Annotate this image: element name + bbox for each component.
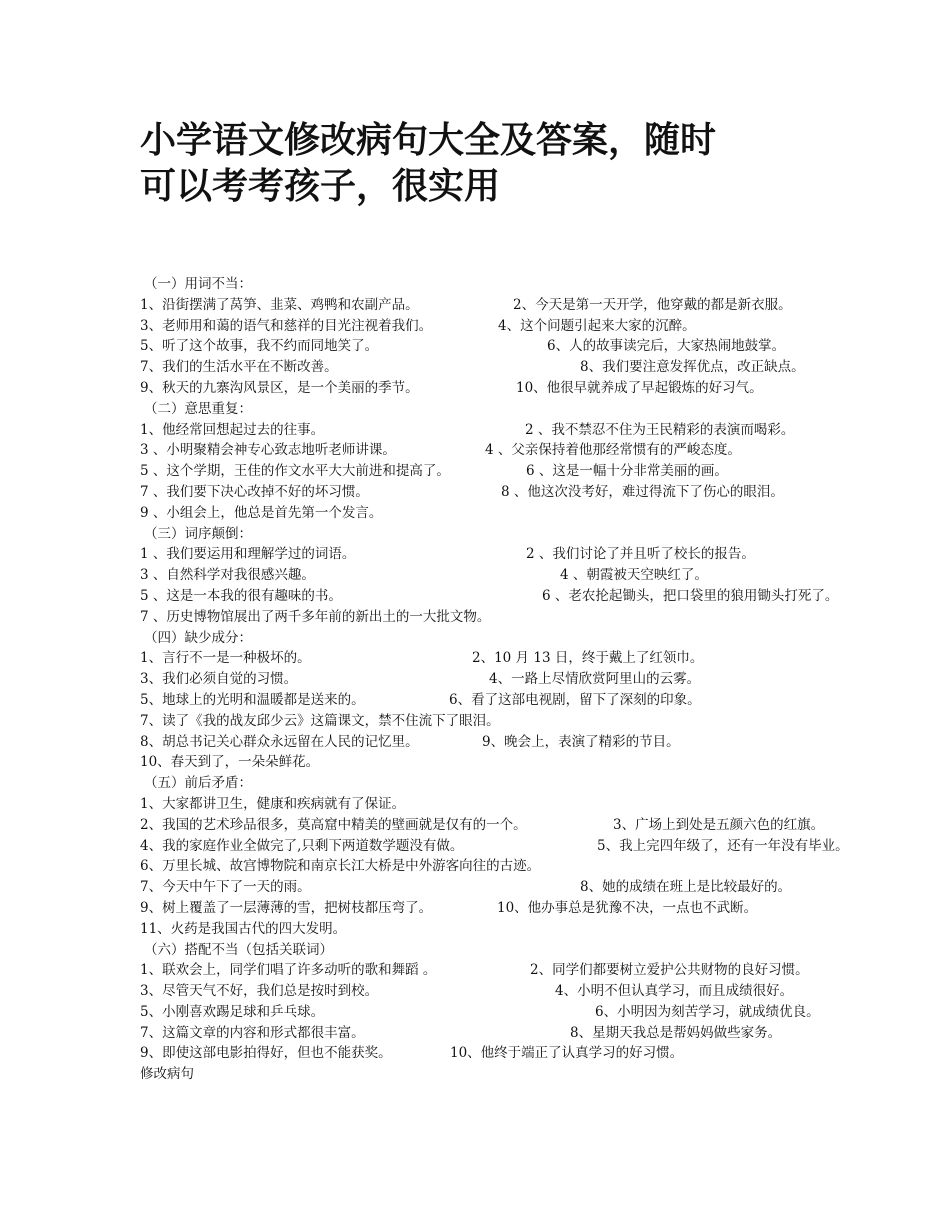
exercise-item: 3、我们必须自觉的习惯。 xyxy=(140,671,298,688)
exercise-item: 10、他很早就养成了早起锻炼的好习气。 xyxy=(516,379,763,396)
text-line xyxy=(140,355,940,376)
exercise-item: 5、地球上的光明和温暖都是送来的。 xyxy=(140,691,365,708)
exercise-item: 1 、我们要运用和理解学过的词语。 xyxy=(140,546,356,563)
exercise-item: 2 、我不禁忍不住为王民精彩的表演而喝彩。 xyxy=(525,421,795,438)
exercise-item: 8、星期天我总是帮妈妈做些家务。 xyxy=(570,1024,782,1041)
exercise-item: 7、我们的生活水平在不断改善。 xyxy=(140,359,338,376)
text-line xyxy=(140,563,940,584)
exercise-item: 1、大家都讲卫生，健康和疾病就有了保证。 xyxy=(140,795,406,812)
section-heading: （一）用词不当： xyxy=(144,276,252,292)
exercise-item: 4、这个问题引起来大家的沉醉。 xyxy=(498,317,696,334)
text-line xyxy=(140,771,940,792)
exercise-item: 4、一路上尽情欣赏阿里山的云雾。 xyxy=(489,671,701,688)
text-line xyxy=(140,376,940,397)
exercise-item: 8、胡总书记关心群众永远留在人民的记忆里。 xyxy=(140,733,419,750)
text-line xyxy=(140,480,940,501)
exercise-item: 4 、父亲保持着他那经常惯有的严峻态度。 xyxy=(485,442,741,459)
exercise-item: 1、沿街摆满了莴笋、韭菜、鸡鸭和农副产品。 xyxy=(140,296,419,313)
exercise-item: 1、他经常回想起过去的往事。 xyxy=(140,421,325,438)
exercise-item: 5、我上完四年级了，还有一年没有毕业。 xyxy=(597,837,849,854)
section-heading: （五）前后矛盾： xyxy=(144,775,252,792)
exercise-item: 2、10 月 13 日，终于戴上了红领巾。 xyxy=(472,650,704,667)
title-line-1: 小学语文修改病句大全及答案，随时 xyxy=(140,120,717,161)
exercise-item: 6 、老农抡起锄头，把口袋里的狼用锄头打死了。 xyxy=(542,587,839,604)
exercise-item: 3、老师用和蔼的语气和慈祥的目光注视着我们。 xyxy=(140,317,433,334)
exercise-item: 2、我国的艺术珍品很多，莫高窟中精美的壁画就是仅有的一个。 xyxy=(140,816,527,833)
exercise-item: 9、晚会上，表演了精彩的节目。 xyxy=(482,733,680,750)
exercise-item: 10、他办事总是犹豫不决，一点也不武断。 xyxy=(497,899,758,916)
exercise-item: 6、万里长城、故宫博物院和南京长江大桥是中外游客向往的古迹。 xyxy=(140,858,541,875)
text-line xyxy=(140,522,940,543)
exercise-item: 11、火药是我国古代的四大发明。 xyxy=(140,920,347,937)
text-line xyxy=(140,293,940,314)
text-line xyxy=(140,1000,940,1021)
text-line xyxy=(140,397,940,418)
text-line xyxy=(140,730,940,751)
text-line xyxy=(140,418,940,439)
exercise-list xyxy=(140,272,940,1083)
text-line xyxy=(140,979,940,1000)
text-line xyxy=(140,792,940,813)
text-line xyxy=(140,501,940,522)
exercise-item: 3 、小明聚精会神专心致志地听老师讲课。 xyxy=(140,442,396,459)
exercise-item: 修改病句 xyxy=(140,1066,194,1083)
text-line xyxy=(140,272,940,293)
text-line xyxy=(140,1041,940,1062)
text-line xyxy=(140,646,940,667)
exercise-item: 4、我的家庭作业全做完了,只剩下两道数学题没有做。 xyxy=(140,837,464,854)
text-line xyxy=(140,626,940,647)
exercise-item: 7、读了《我的战友邱少云》这篇课文，禁不住流下了眼泪。 xyxy=(140,712,500,729)
text-line xyxy=(140,958,940,979)
exercise-item: 2 、我们讨论了并且听了校长的报告。 xyxy=(526,546,755,563)
text-line xyxy=(140,917,940,938)
section-heading: （四）缺少成分： xyxy=(144,629,252,646)
exercise-item: 6 、这是一幅十分非常美丽的画。 xyxy=(526,463,728,480)
text-line xyxy=(140,750,940,771)
exercise-item: 10、春天到了，一朵朵鲜花。 xyxy=(140,754,320,771)
title-line-2: 可以考考孩子，很实用 xyxy=(140,166,501,207)
exercise-item: 1、言行不一是一种极坏的。 xyxy=(140,650,311,667)
exercise-item: 8、我们要注意发挥优点，改正缺点。 xyxy=(580,359,805,376)
document-title xyxy=(140,118,840,210)
text-line xyxy=(140,542,940,563)
exercise-item: 3、广场上到处是五颜六色的红旗。 xyxy=(613,816,825,833)
exercise-item: 1、联欢会上，同学们唱了许多动听的歌和舞蹈 。 xyxy=(140,962,437,979)
exercise-item: 3、尽管天气不好，我们总是按时到校。 xyxy=(140,983,379,1000)
exercise-item: 9 、小组会上，他总是首先第一个发言。 xyxy=(140,504,383,521)
text-line xyxy=(140,875,940,896)
exercise-item: 2、同学们都要树立爱护公共财物的良好习惯。 xyxy=(530,962,809,979)
text-line xyxy=(140,584,940,605)
exercise-item: 10、他终于端正了认真学习的好习惯。 xyxy=(450,1045,684,1062)
text-line xyxy=(140,896,940,917)
text-line xyxy=(140,688,940,709)
exercise-item: 6、小明因为刻苦学习，就成绩优良。 xyxy=(595,1003,820,1020)
text-line xyxy=(140,813,940,834)
exercise-item: 8、她的成绩在班上是比较最好的。 xyxy=(580,879,792,896)
exercise-item: 6、人的故事读完后，大家热闹地鼓掌。 xyxy=(547,338,786,355)
text-line xyxy=(140,459,940,480)
text-line xyxy=(140,314,940,335)
section-heading: （六）搭配不当（包括关联词） xyxy=(144,941,333,958)
exercise-item: 2、今天是第一天开学，他穿戴的都是新衣服。 xyxy=(513,296,792,313)
exercise-item: 7 、我们要下决心改掉不好的坏习惯。 xyxy=(140,483,369,500)
exercise-item: 4 、朝霞被天空映红了。 xyxy=(560,567,708,584)
text-line xyxy=(140,667,940,688)
exercise-item: 6、看了这部电视剧，留下了深刻的印象。 xyxy=(449,691,701,708)
exercise-item: 9、即使这部电影拍得好，但也不能获奖。 xyxy=(140,1045,392,1062)
section-heading: （二）意思重复： xyxy=(144,400,252,417)
text-line xyxy=(140,438,940,459)
exercise-item: 7、这篇文章的内容和形式都很丰富。 xyxy=(140,1024,365,1041)
exercise-item: 9、树上覆盖了一层薄薄的雪，把树枝都压弯了。 xyxy=(140,899,433,916)
text-line xyxy=(140,334,940,355)
exercise-item: 4、小明不但认真学习，而且成绩很好。 xyxy=(555,983,794,1000)
exercise-item: 5、听了这个故事，我不约而同地笑了。 xyxy=(140,338,379,355)
exercise-item: 9、秋天的九寨沟风景区，是一个美丽的季节。 xyxy=(140,379,419,396)
exercise-item: 8 、他这次没考好，难过得流下了伤心的眼泪。 xyxy=(501,483,784,500)
text-line xyxy=(140,1021,940,1042)
text-line xyxy=(140,709,940,730)
text-line xyxy=(140,834,940,855)
exercise-item: 5 、这个学期，王佳的作文水平大大前进和提高了。 xyxy=(140,463,450,480)
exercise-item: 7、今天中午下了一天的雨。 xyxy=(140,879,311,896)
text-line xyxy=(140,1062,940,1083)
exercise-item: 7 、历史博物馆展出了两千多年前的新出土的一大批文物。 xyxy=(140,608,491,625)
text-line xyxy=(140,605,940,626)
exercise-item: 5、小刚喜欢踢足球和乒乓球。 xyxy=(140,1003,325,1020)
section-heading: （三）词序颠倒： xyxy=(144,525,252,542)
text-line xyxy=(140,938,940,959)
exercise-item: 3 、自然科学对我很感兴趣。 xyxy=(140,567,315,584)
text-line xyxy=(140,854,940,875)
exercise-item: 5 、这是一本我的很有趣味的书。 xyxy=(140,587,342,604)
